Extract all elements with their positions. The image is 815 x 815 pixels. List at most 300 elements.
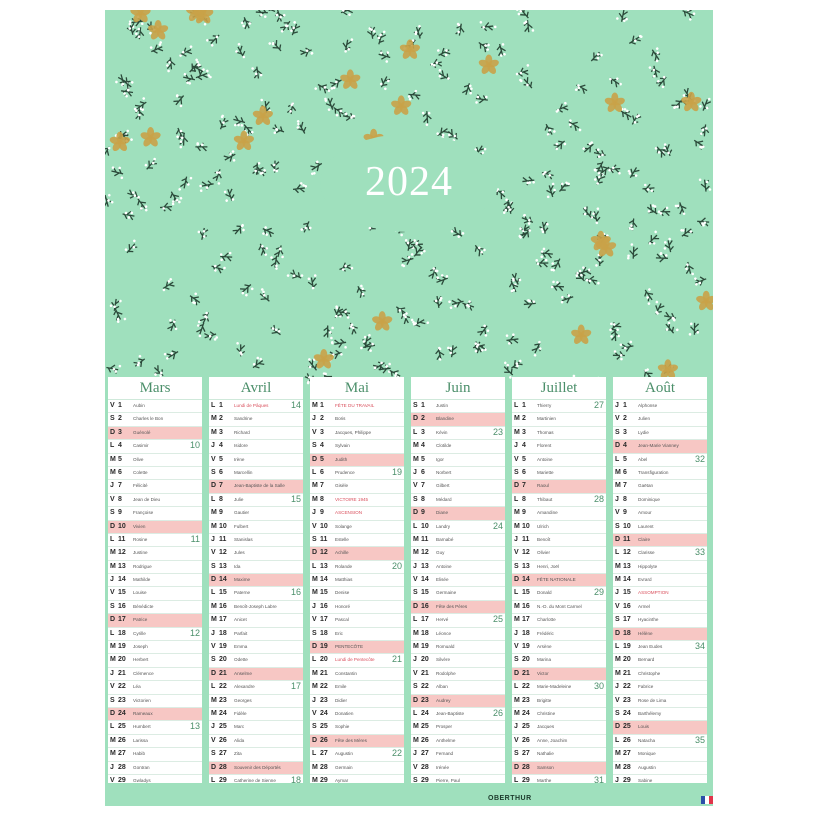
day-row [411, 614, 505, 627]
day-number: 14 [522, 576, 530, 584]
day-letter: J [312, 509, 316, 517]
day-row [512, 668, 606, 681]
day-row [613, 614, 707, 627]
month-column [310, 377, 404, 783]
day-number: 10 [118, 522, 126, 530]
day-letter: M [413, 643, 419, 651]
day-row [411, 775, 505, 783]
day-letter: S [110, 696, 115, 704]
day-number: 17 [118, 616, 126, 624]
saint-name: Samson [537, 764, 554, 770]
saint-name: Charlotte [537, 617, 556, 623]
sprig-icon [640, 287, 657, 305]
day-row [310, 440, 404, 453]
saint-name: Christine [537, 710, 556, 716]
day-row [209, 427, 303, 440]
week-number: 32 [694, 453, 705, 464]
day-number: 3 [623, 428, 627, 436]
saint-name: Odette [234, 657, 248, 663]
day-letter: M [312, 576, 318, 584]
saint-name: Diane [436, 510, 449, 516]
day-number: 24 [219, 709, 227, 717]
calendar-poster [105, 10, 713, 806]
saint-name: Louise [133, 590, 147, 596]
day-letter: L [615, 455, 620, 463]
saint-name: Hyacinthe [638, 617, 659, 623]
day-letter: M [312, 683, 318, 691]
saint-name: Richard [234, 429, 250, 435]
day-row [209, 561, 303, 574]
day-row [209, 641, 303, 654]
day-number: 23 [421, 696, 429, 704]
sprig-icon [377, 49, 392, 63]
day-letter: V [211, 455, 216, 463]
day-row [108, 708, 202, 721]
day-number: 2 [320, 415, 324, 423]
day-letter: L [514, 495, 519, 503]
day-number: 9 [522, 509, 526, 517]
day-row [512, 695, 606, 708]
day-row [209, 467, 303, 480]
gold-flower-icon [399, 39, 421, 60]
day-number: 5 [320, 455, 324, 463]
day-letter: V [110, 402, 115, 409]
saint-name: Justine [133, 550, 148, 556]
day-letter: V [211, 549, 216, 557]
year-title: 2024 [365, 159, 453, 205]
day-number: 15 [320, 589, 328, 597]
month-name: Mars [108, 377, 202, 400]
day-row [512, 507, 606, 520]
sprig-icon [178, 175, 192, 193]
day-number: 5 [623, 455, 627, 463]
day-letter: D [211, 576, 217, 584]
sprig-icon [472, 242, 487, 257]
day-number: 26 [421, 736, 429, 744]
day-letter: S [514, 562, 519, 570]
sprig-icon [412, 25, 424, 40]
saint-name: Prudence [335, 469, 355, 475]
day-number: 9 [118, 509, 122, 517]
day-number: 15 [118, 589, 126, 597]
day-row [411, 574, 505, 587]
saint-name: Augustin [335, 751, 353, 757]
saint-name: Gautier [234, 510, 250, 516]
saint-name: Gwladys [133, 777, 151, 783]
sprig-icon [429, 58, 443, 69]
saint-name: Sabine [638, 777, 653, 783]
day-row [613, 748, 707, 761]
week-number: 28 [593, 493, 604, 504]
day-row [512, 454, 606, 467]
sprig-icon [551, 281, 565, 291]
day-row [613, 427, 707, 440]
day-row [512, 561, 606, 574]
saint-name: Claire [638, 536, 650, 542]
sprig-icon [122, 210, 135, 220]
sprig-icon [649, 46, 665, 63]
month-name: Avril [209, 377, 303, 400]
sprig-icon [268, 324, 282, 338]
saint-name: Transfiguration [638, 469, 669, 475]
day-letter: D [312, 643, 318, 651]
day-letter: S [110, 415, 115, 423]
sprig-icon [266, 10, 282, 14]
saint-name: Larissa [133, 737, 148, 743]
day-number: 21 [118, 669, 126, 677]
day-number: 3 [118, 428, 122, 436]
saint-name: Marthe [537, 777, 552, 783]
sprig-icon [287, 102, 297, 115]
day-letter: M [615, 763, 621, 771]
week-number: 17 [290, 681, 301, 692]
day-number: 6 [522, 468, 526, 476]
day-letter: J [211, 723, 215, 731]
saint-name: Benoît-Joseph Labre [234, 603, 277, 609]
day-number: 25 [421, 723, 429, 731]
day-number: 22 [421, 683, 429, 691]
day-number: 21 [623, 669, 631, 677]
day-number: 4 [320, 442, 324, 450]
sprig-icon [338, 10, 354, 19]
sprig-icon [110, 165, 126, 180]
day-number: 18 [421, 629, 429, 637]
day-row [512, 521, 606, 534]
day-row [613, 467, 707, 480]
saint-name: Aymar [335, 777, 349, 783]
saint-name: Lydie [638, 429, 649, 435]
sprig-icon [523, 20, 534, 33]
day-row [310, 668, 404, 681]
day-number: 25 [320, 723, 328, 731]
saint-name: Raoul [537, 483, 550, 489]
day-letter: V [110, 495, 115, 503]
saint-name: Victorien [133, 697, 151, 703]
sprig-icon [462, 82, 474, 96]
sprig-icon [523, 299, 536, 309]
day-row [613, 695, 707, 708]
sprig-icon [616, 10, 630, 23]
day-letter: J [110, 482, 114, 490]
day-number: 10 [320, 522, 328, 530]
saint-name: Estelle [335, 536, 349, 542]
saint-name: Matthias [335, 577, 353, 583]
day-letter: S [211, 656, 216, 664]
day-letter: L [110, 535, 115, 543]
saint-name: Emile [335, 684, 347, 690]
sprig-icon [292, 182, 307, 194]
saint-name: Brigitte [537, 697, 552, 703]
saint-name: Romuald [436, 644, 455, 650]
day-number: 20 [320, 656, 328, 664]
saint-name: Hervé [436, 617, 449, 623]
day-row [310, 480, 404, 493]
day-row [310, 614, 404, 627]
day-row [613, 654, 707, 667]
day-row [613, 440, 707, 453]
day-number: 8 [623, 495, 627, 503]
sprig-icon [294, 118, 309, 135]
day-number: 1 [421, 402, 425, 409]
saint-name: Rose de Lima [638, 697, 667, 703]
saint-name: Martinien [537, 416, 556, 422]
day-number: 16 [118, 602, 126, 610]
sprig-icon [120, 86, 133, 98]
sprig-icon [375, 29, 387, 45]
day-row [411, 641, 505, 654]
sprig-icon [355, 284, 368, 299]
day-row [613, 668, 707, 681]
day-number: 8 [522, 495, 526, 503]
day-row [209, 762, 303, 775]
day-number: 19 [623, 643, 631, 651]
day-row [310, 587, 404, 600]
day-letter: L [211, 589, 216, 597]
day-row [310, 547, 404, 560]
saint-name: Amour [638, 510, 652, 516]
day-letter: L [514, 683, 519, 691]
day-letter: M [110, 750, 116, 758]
saint-name: Arsène [537, 644, 552, 650]
day-number: 24 [320, 709, 328, 717]
day-letter: S [413, 683, 418, 691]
gold-flower-icon [339, 69, 361, 90]
day-number: 1 [118, 402, 122, 409]
day-letter: L [211, 402, 216, 409]
day-number: 3 [320, 428, 324, 436]
saint-name: FÊTE DU TRAVAIL [335, 403, 375, 408]
day-number: 9 [421, 509, 425, 517]
day-letter: S [110, 602, 115, 610]
day-row [512, 413, 606, 426]
day-letter: J [211, 629, 215, 637]
day-letter: M [211, 696, 217, 704]
day-number: 25 [522, 723, 530, 731]
day-number: 11 [623, 535, 631, 543]
saint-name: Lundi de Pentecôte [335, 657, 375, 663]
day-letter: D [211, 763, 217, 771]
day-row [310, 534, 404, 547]
day-number: 12 [522, 549, 530, 557]
day-number: 9 [219, 509, 223, 517]
sprig-icon [220, 251, 233, 261]
day-row [209, 521, 303, 534]
saint-name: Thomas [537, 429, 554, 435]
day-number: 2 [219, 415, 223, 423]
sprig-icon [613, 350, 625, 360]
day-letter: S [312, 442, 317, 450]
saint-name: Justin [436, 403, 449, 408]
sprig-icon [105, 144, 113, 160]
saint-name: Jean de Dieu [133, 496, 161, 502]
saint-name: Natacha [638, 737, 656, 743]
day-row [209, 668, 303, 681]
sprig-icon [522, 176, 535, 185]
day-letter: D [312, 455, 318, 463]
sprig-icon [674, 201, 688, 217]
week-number: 10 [189, 440, 200, 451]
day-row [411, 427, 505, 440]
sprig-icon [165, 57, 175, 72]
sprig-icon [171, 92, 188, 109]
sprig-icon [300, 220, 314, 235]
saint-name: VICTOIRE 1945 [335, 496, 369, 502]
day-row [512, 601, 606, 614]
week-number: 35 [694, 734, 705, 745]
sprig-icon [692, 137, 707, 150]
day-number: 13 [320, 562, 328, 570]
sprig-icon [448, 297, 465, 310]
day-letter: M [615, 562, 621, 570]
day-number: 24 [522, 709, 530, 717]
day-letter: J [615, 495, 619, 503]
day-row [411, 708, 505, 721]
week-number: 23 [492, 426, 503, 437]
saint-name: Judith [335, 456, 348, 462]
sprig-icon [629, 112, 642, 126]
day-letter: M [211, 428, 217, 436]
day-row [310, 400, 404, 413]
sprig-icon [593, 148, 607, 160]
sprig-icon [520, 213, 534, 226]
day-number: 7 [623, 482, 627, 490]
day-letter: M [211, 522, 217, 530]
sprig-icon [222, 188, 236, 203]
day-letter: S [413, 776, 418, 783]
day-row [209, 454, 303, 467]
day-row [512, 480, 606, 493]
sprig-icon [394, 303, 410, 317]
saint-name: Patrice [133, 617, 148, 623]
day-letter: V [413, 576, 418, 584]
sprig-icon [323, 95, 336, 111]
saint-name: Irénée [436, 764, 450, 770]
day-row [512, 721, 606, 734]
saint-name: Donald [537, 590, 552, 596]
day-number: 23 [522, 696, 530, 704]
sprig-icon [342, 112, 356, 122]
sprig-icon [286, 268, 303, 283]
day-letter: L [514, 402, 519, 409]
day-number: 5 [522, 455, 526, 463]
sprig-icon [256, 288, 273, 305]
day-row [411, 467, 505, 480]
sprig-icon [554, 102, 570, 115]
saint-name: Catherine de Sienne [234, 777, 276, 783]
day-number: 16 [522, 602, 530, 610]
month-column [613, 377, 707, 783]
sprig-icon [461, 298, 475, 310]
sprig-icon [539, 221, 551, 235]
day-number: 13 [118, 562, 126, 570]
day-number: 18 [118, 629, 126, 637]
saint-name: Lundi de Pâques [234, 403, 269, 408]
sprig-icon [337, 308, 350, 319]
saint-name: Antoine [436, 563, 452, 569]
day-number: 18 [623, 629, 631, 637]
saint-name: Sophie [335, 724, 350, 730]
day-number: 3 [522, 428, 526, 436]
day-letter: M [312, 669, 318, 677]
day-number: 7 [219, 482, 223, 490]
week-number: 15 [290, 493, 301, 504]
sprig-icon [446, 345, 457, 358]
day-row [209, 547, 303, 560]
week-number: 26 [492, 707, 503, 718]
day-row [108, 480, 202, 493]
day-row [512, 494, 606, 507]
day-row [613, 628, 707, 641]
saint-name: Landry [436, 523, 451, 529]
day-number: 1 [623, 402, 627, 409]
day-letter: M [615, 656, 621, 664]
sprig-icon [232, 222, 247, 238]
day-number: 20 [522, 656, 530, 664]
day-row [209, 721, 303, 734]
day-letter: J [110, 576, 114, 584]
saint-name: Clémence [133, 670, 154, 676]
saint-name: Solange [335, 523, 352, 529]
sprig-icon [540, 247, 553, 259]
day-letter: J [413, 656, 417, 664]
day-row [613, 547, 707, 560]
sprig-icon [542, 122, 556, 137]
day-letter: J [413, 468, 417, 476]
day-row [108, 748, 202, 761]
saint-name: Françoise [133, 510, 154, 516]
day-row [411, 748, 505, 761]
saint-name: Marina [537, 657, 552, 663]
day-row [209, 587, 303, 600]
saint-name: Habib [133, 751, 146, 757]
sprig-icon [160, 200, 176, 211]
day-number: 22 [623, 683, 631, 691]
day-row [613, 762, 707, 775]
day-letter: S [514, 750, 519, 758]
day-letter: J [312, 602, 316, 610]
day-row [108, 628, 202, 641]
day-number: 15 [219, 589, 227, 597]
saint-name: Christophe [638, 670, 661, 676]
sprig-icon [159, 278, 176, 293]
day-row [310, 454, 404, 467]
saint-name: Elisée [436, 577, 449, 583]
day-number: 21 [522, 669, 530, 677]
day-row [310, 775, 404, 783]
day-row [209, 695, 303, 708]
day-letter: M [413, 442, 419, 450]
saint-name: Achille [335, 550, 349, 556]
day-row [310, 561, 404, 574]
day-letter: L [211, 776, 216, 783]
day-letter: J [514, 723, 518, 731]
day-number: 28 [623, 763, 631, 771]
sprig-icon [149, 41, 165, 55]
day-number: 27 [522, 750, 530, 758]
day-number: 18 [219, 629, 227, 637]
day-row [310, 721, 404, 734]
saint-name: Léa [133, 684, 141, 690]
day-row [108, 400, 202, 413]
day-letter: L [413, 709, 418, 717]
day-letter: V [615, 415, 620, 423]
sprig-icon [656, 252, 668, 263]
day-number: 21 [219, 669, 227, 677]
sprig-icon [519, 74, 535, 91]
sprig-icon [422, 111, 432, 126]
saint-name: Charles le Bon [133, 416, 164, 422]
week-number: 14 [290, 400, 301, 410]
